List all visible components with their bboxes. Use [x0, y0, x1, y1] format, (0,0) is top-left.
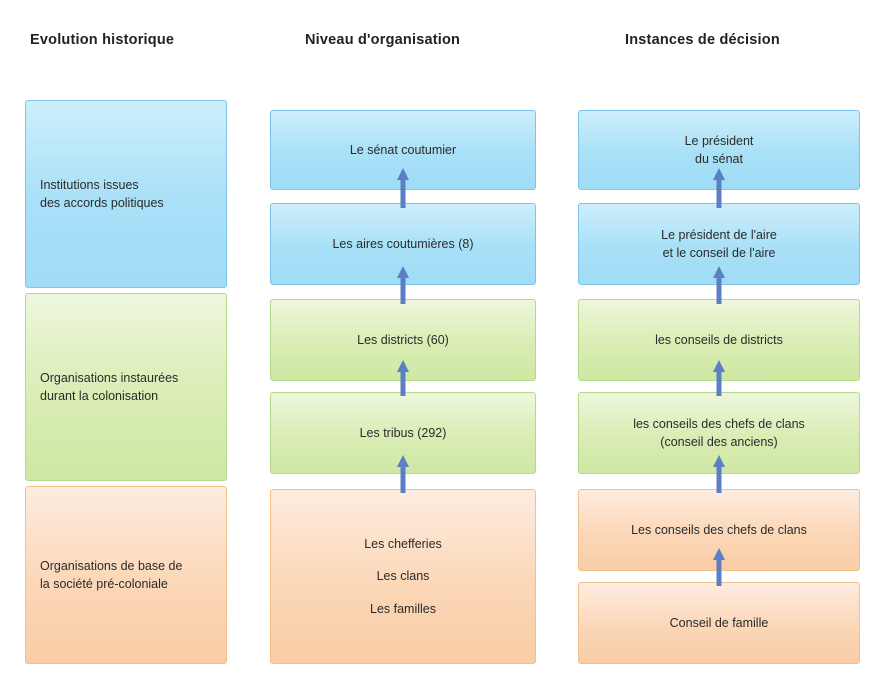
panel-accords-politiques-line-1: Institutions issues — [40, 177, 139, 192]
panel-pre-coloniale-line-2: la société pré-coloniale — [40, 577, 168, 591]
upward-arrow-icon — [712, 360, 726, 396]
panel-pre-coloniale-line-1: Organisations de base de — [40, 558, 183, 573]
box-president-senat-line-2: du sénat — [695, 152, 743, 166]
box-president-senat-line-1: Le président — [684, 133, 754, 148]
box-conseils-anciens-line-2: (conseil des anciens) — [660, 435, 778, 449]
box-aires-coutumieres-line-1: Les aires coutumières (8) — [332, 236, 474, 251]
upward-arrow-icon — [396, 455, 410, 493]
box-president-aire-line-2: et le conseil de l'aire — [662, 246, 776, 260]
box-conseil-famille — [578, 582, 860, 664]
box-conseils-districts-line-1: les conseils de districts — [655, 332, 783, 347]
upward-arrow-icon — [712, 455, 726, 493]
panel-pre-coloniale — [25, 486, 227, 664]
upward-arrow-icon — [396, 168, 410, 208]
column-heading-niveau: Niveau d'organisation — [305, 32, 461, 48]
box-tribus-line-1: Les tribus (292) — [359, 425, 447, 440]
panel-accords-politiques — [25, 100, 227, 288]
box-president-aire-line-1: Le président de l'aire — [661, 227, 777, 242]
box-chefferies-clans-familles — [270, 489, 536, 664]
box-clans-line: Les clans — [376, 569, 430, 584]
box-chefferies-line: Les chefferies — [364, 536, 442, 551]
upward-arrow-icon — [712, 266, 726, 304]
upward-arrow-icon — [396, 266, 410, 304]
column-heading-evolution: Evolution historique — [30, 32, 175, 48]
panel-colonisation — [25, 293, 227, 481]
box-familles-line: Les familles — [370, 601, 436, 616]
column-heading-instances: Instances de décision — [625, 32, 780, 48]
box-senat-coutumier-line-1: Le sénat coutumier — [349, 142, 457, 157]
box-conseil-famille-line-1: Conseil de famille — [669, 615, 769, 630]
panel-colonisation-line-1: Organisations instaurées — [40, 370, 179, 385]
upward-arrow-icon — [712, 548, 726, 586]
box-districts-line-1: Les districts (60) — [357, 332, 449, 347]
upward-arrow-icon — [396, 360, 410, 396]
box-conseils-chefs-clans-line-1: Les conseils des chefs de clans — [631, 522, 807, 537]
upward-arrow-icon — [712, 168, 726, 208]
panel-accords-politiques-line-2: des accords politiques — [40, 196, 164, 210]
panel-colonisation-line-2: durant la colonisation — [40, 389, 159, 403]
box-conseils-anciens-line-1: les conseils des chefs de clans — [633, 416, 805, 431]
